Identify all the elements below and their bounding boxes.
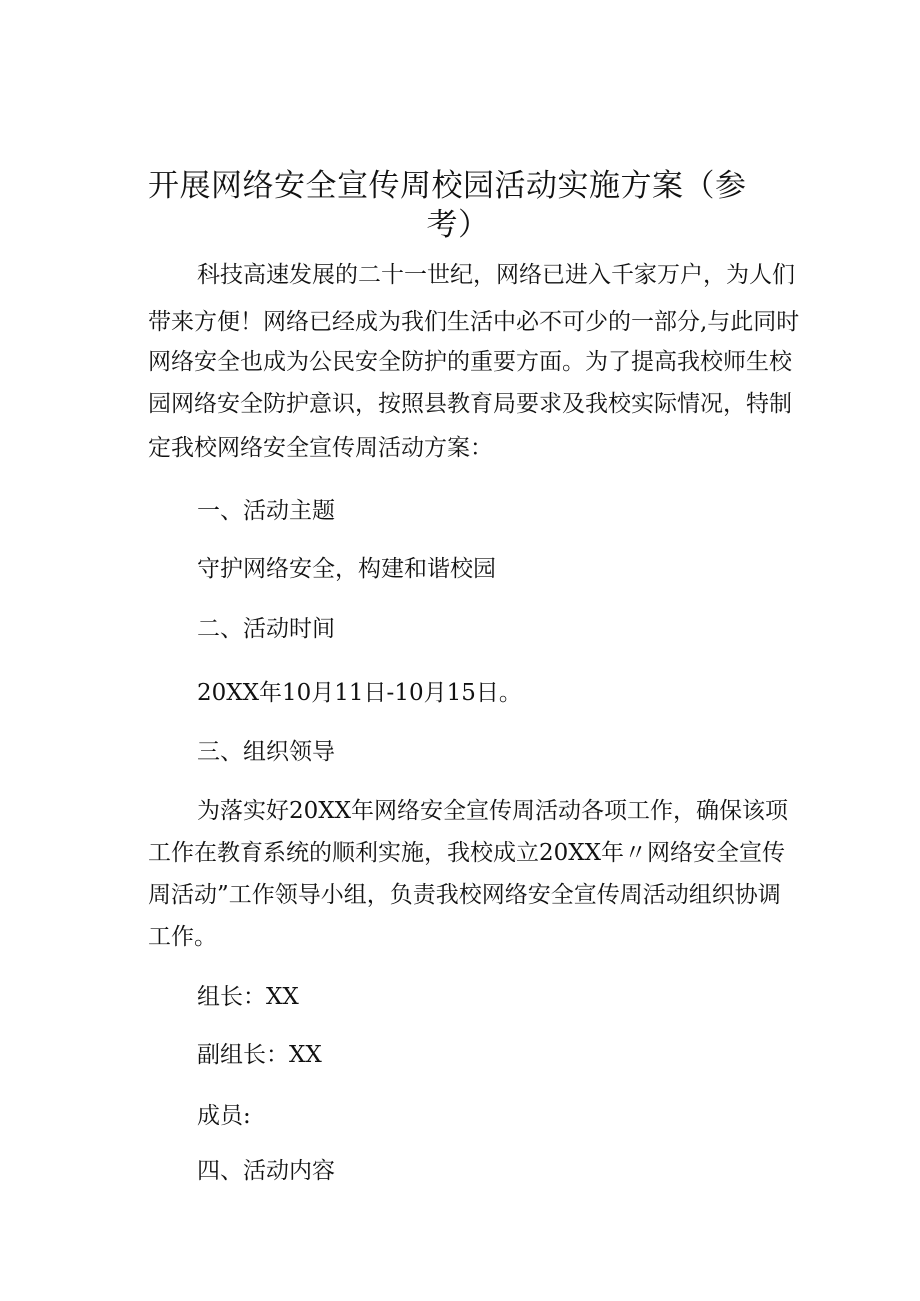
section-3-line-2: 工作在教育系统的顺利实施，我校成立20XX年〃网络安全宣传 (148, 840, 786, 866)
deputy-leader-line: 副组长：XX (197, 1042, 322, 1068)
section-3-line-3: 周活动”工作领导小组，负责我校网络安全宣传周活动组织协调 (148, 882, 781, 908)
document-title-line-2: 考） (426, 207, 490, 243)
leader-line: 组长：XX (197, 984, 299, 1010)
section-1-heading: 一、活动主题 (197, 498, 335, 524)
section-4-heading: 四、活动内容 (197, 1158, 335, 1184)
section-2-heading: 二、活动时间 (197, 616, 335, 642)
intro-line-3: 网络安全也成为公民安全防护的重要方面。为了提高我校师生校 (148, 349, 792, 375)
section-3-line-4: 工作。 (148, 924, 217, 950)
section-3-line-1: 为落实好20XX年网络安全宣传周活动各项工作，确保该项 (197, 798, 789, 824)
section-3-heading: 三、组织领导 (197, 739, 335, 765)
section-2-text: 20XX年10月11日-10月15日。 (197, 680, 522, 706)
intro-line-1: 科技高速发展的二十一世纪，网络已进入千家万户，为人们 (197, 262, 795, 288)
intro-line-4: 园网络安全防护意识，按照县教育局要求及我校实际情况，特制 (148, 391, 792, 417)
members-line: 成员: (197, 1103, 251, 1129)
section-1-text: 守护网络安全，构建和谐校园 (197, 556, 496, 582)
document-title-line-1: 开展网络安全宣传周校园活动实施方案（参 (148, 168, 747, 204)
intro-line-2: 带来方便！网络已经成为我们生活中必不可少的一部分,与此同时 (148, 309, 800, 335)
intro-line-5: 定我校网络安全宣传周活动方案： (148, 435, 493, 461)
